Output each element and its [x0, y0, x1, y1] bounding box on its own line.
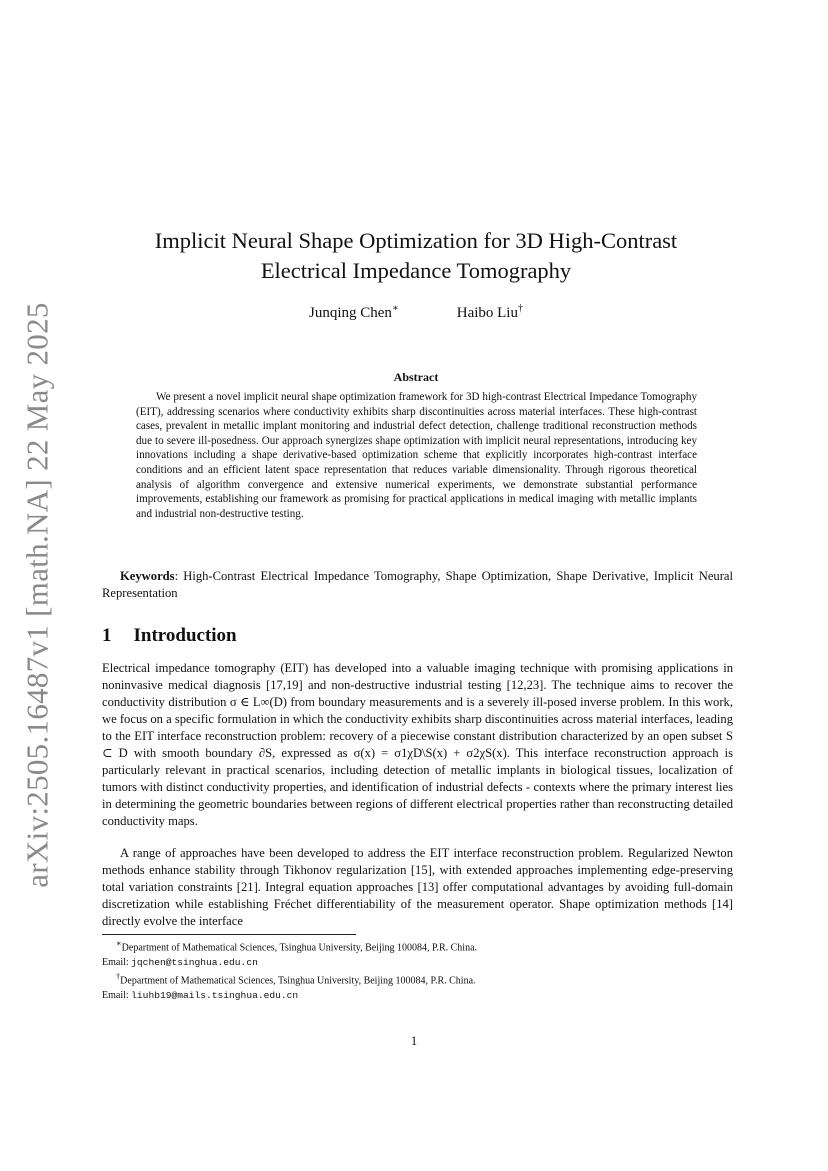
- abstract-text: We present a novel implicit neural shape optimization framework for 3D high-contrast Electrical Impedance Tomography (EIT), addressing scenarios where conductivity exhibits sharp discontinuities across material interfaces. These high-contrast cases, prevalent in metallic implant monitoring and industrial defect detection, challenge traditional reconstruction methods due to severe ill-posedness. Our approach synergizes shape optimization with implicit neural representations, introducing key innovations including a shape derivative-based optimization scheme that explicitly incorporates high-contrast interface conditions and an efficient latent space representation that reduces variable dimensionality. Through rigorous theoretical analysis of algorithm convergence and extensive numerical experiments, we demonstrate substantial performance improvements, establishing our framework as promising for practical applications in medical imaging with metallic implants and industrial non-destructive testing.: [136, 391, 697, 520]
- section-heading: [102, 625, 237, 647]
- footnote-email: [102, 956, 733, 971]
- section-title: Introduction: [133, 625, 237, 646]
- arxiv-identifier-text: arXiv:2505.16487v1 [math.NA] 22 May 2025: [20, 302, 55, 888]
- affiliation-text: Department of Mathematical Sciences, Tsinghua University, Beijing 100084, P.R. China.: [120, 975, 476, 987]
- author: [457, 303, 523, 322]
- email-link[interactable]: liuhb19@mails.tsinghua.edu.cn: [131, 990, 299, 1002]
- body-paragraph: Electrical impedance tomography (EIT) has developed into a valuable imaging technique with promising applications in noninvasive medical diagnosis [17,19] and non-destructive industrial testing [12,23]. The technique aims to recover the conductivity distribution σ ∈ L∞(D) from boundary measurements and is a severely ill-posed inverse problem. In this work, we focus on a specific formulation in which the conductivity exhibits sharp discontinuities across material interfaces, leading to the EIT interface reconstruction problem: recovery of a piecewise constant distribution characterized by an open subset S ⊂ D with smooth boundary ∂S, expressed as σ(x) = σ1χD\S(x) + σ2χS(x). This interface reconstruction approach is particularly relevant in practical scenarios, including detection of metallic implants in biological tissues, localization of tumors with distinct conductivity properties, and identification of industrial defects - contexts where the primary interest lies in determining the geometric boundaries between regions of different electrical properties rather than reconstructing detailed conductivity maps.: [102, 661, 733, 828]
- footnote-affiliation: [102, 970, 733, 989]
- author-mark: †: [517, 303, 523, 314]
- footnote-mark: †: [116, 972, 121, 982]
- keywords: [102, 568, 733, 602]
- section-number: 1: [102, 625, 112, 646]
- author: [309, 303, 399, 322]
- paper-title: [100, 226, 732, 286]
- affiliation-text: Department of Mathematical Sciences, Tsinghua University, Beijing 100084, P.R. China.: [121, 942, 478, 954]
- author-name: Junqing Chen: [309, 305, 392, 321]
- page-number: 1: [410, 1034, 418, 1048]
- email-link[interactable]: jqchen@tsinghua.edu.cn: [131, 956, 258, 968]
- author-mark: ∗: [391, 303, 399, 314]
- email-label: Email:: [102, 990, 132, 1002]
- email-label: Email:: [102, 956, 132, 968]
- footnote-affiliation: [102, 937, 733, 956]
- footnotes: [102, 937, 733, 1004]
- title-line: Electrical Impedance Tomography: [260, 258, 572, 283]
- title-line: Implicit Neural Shape Optimization for 3D High-Contrast: [154, 228, 678, 253]
- author-name: Haibo Liu: [456, 305, 518, 321]
- arxiv-identifier: [18, 302, 58, 888]
- footnote-mark: ∗: [116, 939, 122, 948]
- keywords-label: Keywords: [120, 569, 175, 583]
- abstract-heading: Abstract: [393, 370, 439, 384]
- author-list: [100, 303, 732, 322]
- body-paragraph: A range of approaches have been developed to address the EIT interface reconstruction problem. Regularized Newton methods enhance stability through Tikhonov regularization [15], with extended approaches implementing edge-preserving total variation constraints [21]. Integral equation approaches [13] offer computational advantages by avoiding full-domain discretization while establishing Fréchet differentiability of the measurement operator. Shape optimization methods [14] directly evolve the interface: [102, 846, 733, 928]
- keywords-text: : High-Contrast Electrical Impedance Tomography, Shape Optimization, Shape Derivative, Implicit Neural Representation: [102, 569, 733, 600]
- footnote-email: [102, 989, 733, 1004]
- footnote-rule: [102, 934, 356, 935]
